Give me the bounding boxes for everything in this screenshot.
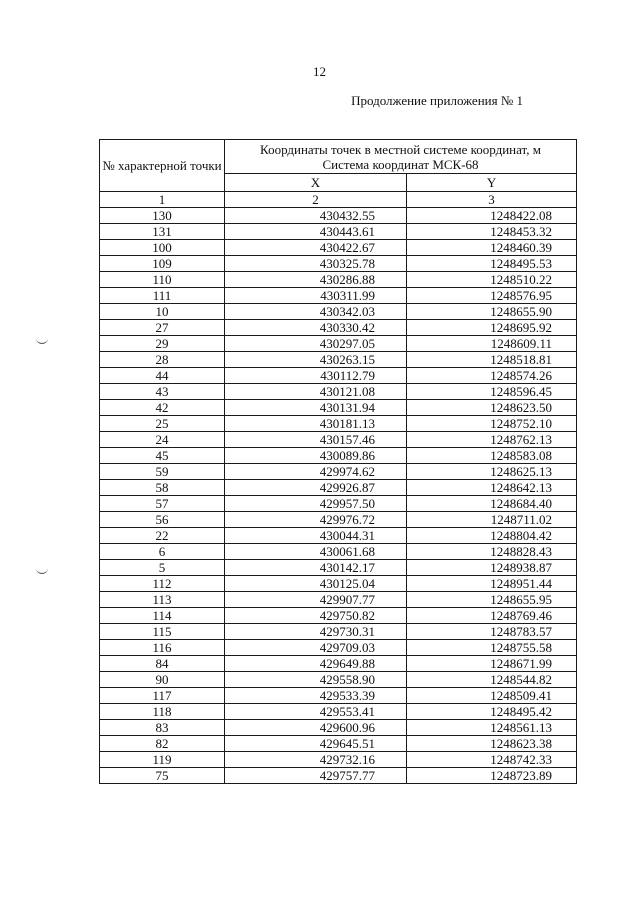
x-coordinate-cell: 430142.17 [225,560,407,576]
x-coordinate-cell: 430131.94 [225,400,407,416]
point-number-cell: 119 [100,752,225,768]
point-number-cell: 113 [100,592,225,608]
point-number-cell: 5 [100,560,225,576]
table-row [100,304,577,320]
table-row [100,720,577,736]
point-number-cell: 24 [100,432,225,448]
table-row [100,496,577,512]
header-coordinates [225,140,577,174]
point-number-cell: 29 [100,336,225,352]
y-coordinate-cell: 1248655.95 [407,592,577,608]
table-row [100,608,577,624]
y-coordinate-cell: 1248951.44 [407,576,577,592]
x-coordinate-cell: 430044.31 [225,528,407,544]
x-coordinate-cell: 430422.67 [225,240,407,256]
table-row [100,560,577,576]
header-coordinates-line2: Система координат МСК-68 [322,156,479,172]
x-coordinate-cell: 430432.55 [225,208,407,224]
x-coordinate-cell: 430263.15 [225,352,407,368]
x-coordinate-cell: 429553.41 [225,704,407,720]
table-row [100,208,577,224]
x-coordinate-cell: 429957.50 [225,496,407,512]
x-coordinate-cell: 430297.05 [225,336,407,352]
y-coordinate-cell: 1248544.82 [407,672,577,688]
x-coordinate-cell: 429649.88 [225,656,407,672]
table-row [100,512,577,528]
y-coordinate-cell: 1248695.92 [407,320,577,336]
x-coordinate-cell: 429645.51 [225,736,407,752]
y-coordinate-cell: 1248828.43 [407,544,577,560]
page-number: 12 [313,64,326,79]
table-row [100,576,577,592]
table-row [100,688,577,704]
y-coordinate-cell: 1248510.22 [407,272,577,288]
y-coordinate-cell: 1248518.81 [407,352,577,368]
point-number-cell: 90 [100,672,225,688]
point-number-cell: 10 [100,304,225,320]
y-coordinate-cell: 1248495.42 [407,704,577,720]
y-coordinate-cell: 1248596.45 [407,384,577,400]
point-number-cell: 114 [100,608,225,624]
x-coordinate-cell: 430443.61 [225,224,407,240]
x-coordinate-cell: 430342.03 [225,304,407,320]
y-coordinate-cell: 1248938.87 [407,560,577,576]
point-number-cell: 59 [100,464,225,480]
x-coordinate-cell: 429533.39 [225,688,407,704]
point-number-cell: 42 [100,400,225,416]
column-number: 3 [407,192,577,208]
margin-mark [36,338,48,344]
table-row [100,256,577,272]
x-coordinate-cell: 430089.86 [225,448,407,464]
table-row [100,240,577,256]
coordinates-table [99,139,577,784]
table-row [100,432,577,448]
y-coordinate-cell: 1248711.02 [407,512,577,528]
point-number-cell: 25 [100,416,225,432]
y-coordinate-cell: 1248625.13 [407,464,577,480]
point-number-cell: 75 [100,768,225,784]
header-x: X [225,174,407,192]
point-number-cell: 131 [100,224,225,240]
table-row [100,480,577,496]
x-coordinate-cell: 430330.42 [225,320,407,336]
continuation-label: Продолжение приложения № 1 [351,93,523,108]
point-number-cell: 118 [100,704,225,720]
table-row [100,464,577,480]
header-coordinates-line1: Координаты точек в местной системе координат, м [260,141,541,157]
y-coordinate-cell: 1248655.90 [407,304,577,320]
table-row [100,768,577,784]
point-number-cell: 44 [100,368,225,384]
point-number-cell: 83 [100,720,225,736]
y-coordinate-cell: 1248783.57 [407,624,577,640]
x-coordinate-cell: 430061.68 [225,544,407,560]
y-coordinate-cell: 1248769.46 [407,608,577,624]
table-row [100,592,577,608]
x-coordinate-cell: 430325.78 [225,256,407,272]
y-coordinate-cell: 1248460.39 [407,240,577,256]
point-number-cell: 56 [100,512,225,528]
point-number-cell: 109 [100,256,225,272]
point-number-cell: 130 [100,208,225,224]
table-row [100,272,577,288]
header-point-text: № характерной точки [102,158,222,173]
x-coordinate-cell: 429730.31 [225,624,407,640]
x-coordinate-cell: 429926.87 [225,480,407,496]
y-coordinate-cell: 1248623.38 [407,736,577,752]
x-coordinate-cell: 429757.77 [225,768,407,784]
x-coordinate-cell: 429750.82 [225,608,407,624]
table-row [100,448,577,464]
table-row [100,528,577,544]
point-number-cell: 100 [100,240,225,256]
table-row [100,352,577,368]
column-number: 2 [225,192,407,208]
table-row [100,704,577,720]
y-coordinate-cell: 1248723.89 [407,768,577,784]
y-coordinate-cell: 1248422.08 [407,208,577,224]
x-coordinate-cell: 429976.72 [225,512,407,528]
x-coordinate-cell: 430286.88 [225,272,407,288]
x-coordinate-cell: 430125.04 [225,576,407,592]
x-coordinate-cell: 429732.16 [225,752,407,768]
x-coordinate-cell: 429709.03 [225,640,407,656]
table-row [100,416,577,432]
table-row [100,640,577,656]
table-row [100,656,577,672]
y-coordinate-cell: 1248742.33 [407,752,577,768]
margin-mark [36,568,48,574]
y-coordinate-cell: 1248495.53 [407,256,577,272]
table-row [100,288,577,304]
y-coordinate-cell: 1248671.99 [407,656,577,672]
x-coordinate-cell: 430112.79 [225,368,407,384]
table-row [100,752,577,768]
table-row [100,320,577,336]
point-number-cell: 28 [100,352,225,368]
column-number: 1 [100,192,225,208]
y-coordinate-cell: 1248583.08 [407,448,577,464]
y-coordinate-cell: 1248576.95 [407,288,577,304]
table-row [100,224,577,240]
x-coordinate-cell: 429974.62 [225,464,407,480]
point-number-cell: 115 [100,624,225,640]
table-row [100,336,577,352]
table-row [100,384,577,400]
table-body [100,208,577,784]
y-coordinate-cell: 1248642.13 [407,480,577,496]
column-number-row [100,192,577,208]
y-coordinate-cell: 1248755.58 [407,640,577,656]
y-coordinate-cell: 1248509.41 [407,688,577,704]
point-number-cell: 45 [100,448,225,464]
table-row [100,400,577,416]
x-coordinate-cell: 429600.96 [225,720,407,736]
point-number-cell: 82 [100,736,225,752]
table-row [100,544,577,560]
y-coordinate-cell: 1248804.42 [407,528,577,544]
point-number-cell: 58 [100,480,225,496]
y-coordinate-cell: 1248609.11 [407,336,577,352]
x-coordinate-cell: 430181.13 [225,416,407,432]
table-row [100,624,577,640]
point-number-cell: 111 [100,288,225,304]
point-number-cell: 6 [100,544,225,560]
point-number-cell: 117 [100,688,225,704]
x-coordinate-cell: 429907.77 [225,592,407,608]
table-row [100,368,577,384]
point-number-cell: 110 [100,272,225,288]
point-number-cell: 112 [100,576,225,592]
y-coordinate-cell: 1248623.50 [407,400,577,416]
y-coordinate-cell: 1248453.32 [407,224,577,240]
x-coordinate-cell: 430311.99 [225,288,407,304]
x-coordinate-cell: 430157.46 [225,432,407,448]
y-coordinate-cell: 1248762.13 [407,432,577,448]
point-number-cell: 22 [100,528,225,544]
y-coordinate-cell: 1248561.13 [407,720,577,736]
x-coordinate-cell: 429558.90 [225,672,407,688]
table-row [100,672,577,688]
y-coordinate-cell: 1248752.10 [407,416,577,432]
point-number-cell: 84 [100,656,225,672]
header-y: Y [407,174,577,192]
header-point-number [100,140,225,192]
y-coordinate-cell: 1248574.26 [407,368,577,384]
x-coordinate-cell: 430121.08 [225,384,407,400]
point-number-cell: 116 [100,640,225,656]
point-number-cell: 43 [100,384,225,400]
y-coordinate-cell: 1248684.40 [407,496,577,512]
point-number-cell: 27 [100,320,225,336]
table-row [100,736,577,752]
point-number-cell: 57 [100,496,225,512]
